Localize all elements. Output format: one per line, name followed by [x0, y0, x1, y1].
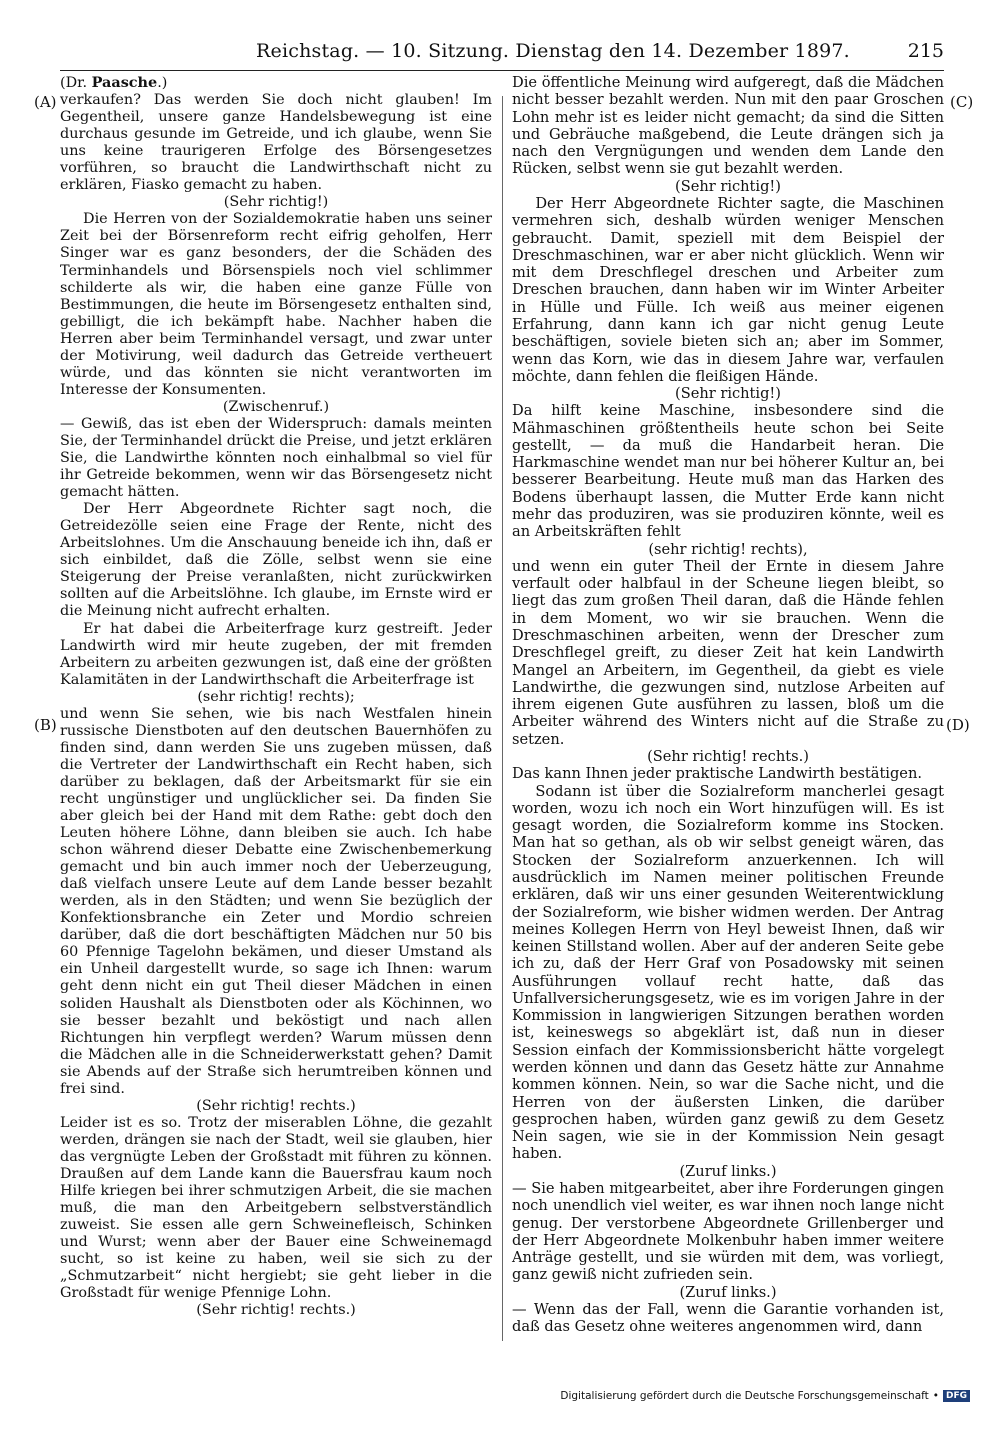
- interjection: (sehr richtig! rechts);: [197, 688, 355, 705]
- left-column: [60, 74, 492, 1349]
- running-title: Reichstag. — 10. Sitzung. Dienstag den 14. Dezember 1897.: [256, 40, 850, 62]
- paragraph: Er hat dabei die Arbeiterfrage kurz gestreift. Jeder Landwirth wird mir heute zugeben, der mit fremden Arbeitern zu arbeiten gezwungen ist, daß eine der größten Kalamitäten in der Landwirthschaft die Arbeiterfrage ist: [60, 620, 492, 688]
- interjection: (Sehr richtig!): [223, 194, 329, 211]
- paragraph: Die öffentliche Meinung wird aufgeregt, daß die Mädchen nicht besser bezahlt werden. Nun mit den paar Groschen Lohn mehr ist es leider nicht gemacht; da sind die Sitten und Gebräuche maßgebend, die Leute drängen sich ja nach den Vergnügungen und wenden dem Lande den Rücken, selbst wenn sie gut bezahlt werden.: [512, 74, 944, 178]
- paragraph: Leider ist es so. Trotz der miserablen Löhne, die gezahlt werden, drängen sie nach der Stadt, weil sie glauben, hier das vergnügte Leben der Großstadt mit führen zu können. Draußen auf dem Lande kann die Bauersfrau kaum noch Hilfe kriegen bei ihrer schmutzigen Arbeit, die sie machen muß, die man den Arbeitgebern selbstverständlich zuweist. Sie essen alle gern Schweinefleisch, Schinken und Wurst; wenn aber der Bauer eine Schweinemagd sucht, so ist keine zu haben, weil sie sich zu der „Schmutzarbeit“ nicht hergiebt; sie geht lieber in die Großstadt für wenige Pfennige Lohn.: [60, 1114, 492, 1302]
- footer-text: Digitalisierung gefördert durch die Deutsche Forschungsgemeinschaft: [560, 1390, 929, 1402]
- paragraph: Da hilft keine Maschine, insbesondere sind die Mähmaschinen größtentheils heute schon bei Seite gestellt, — da muß die Handarbeit heran. Die Harkmaschine wendet man nur bei höherer Kultur an, bei besserer Bearbeitung. Heute muß man das Harken des Bodens überhaupt lassen, die Mutter Erde kann nicht mehr das produziren, was sie produziren könnte, weil es an Arbeitskräften fehlt: [512, 402, 944, 541]
- paragraph: Das kann Ihnen jeder praktische Landwirth bestätigen.: [512, 765, 922, 783]
- interjection: (Zuruf links.): [679, 1283, 777, 1301]
- speaker-label: (Dr. Paasche.): [60, 74, 168, 91]
- paragraph: Die Herren von der Sozialdemokratie haben uns seiner Zeit bei der Börsenreform recht eifrig geholfen, Herr Singer war es ganz besonders, der die Schäden des Terminhandels und Börsenspiels noch viel schlimmer schilderte als wir, die haben eine ganze Fülle von Bestimmungen, die heute im Börsengesetz enthalten sind, gebilligt, die ich bekämpft habe. Nachher haben die Herren aber beim Terminhandel versagt, und zwar unter der Motivirung, weil dadurch das Getreide vertheuert würde, und das könnten sie nicht verantworten im Interesse der Konsumenten.: [60, 211, 492, 398]
- interjection: (Zwischenruf.): [222, 398, 330, 415]
- interjection: (Sehr richtig! rechts.): [196, 1302, 356, 1319]
- margin-marker-a: (A): [34, 93, 57, 111]
- margin-marker-d: (D): [946, 716, 970, 734]
- interjection: (sehr richtig! rechts),: [648, 540, 808, 558]
- paragraph: Der Herr Abgeordnete Richter sagt noch, die Getreidezölle seien eine Frage der Rente, nicht des Arbeitslohnes. Um die Anschauung beneide ich ihn, daß er sich einbildet, daß die Zölle, selbst wenn sie eine Steigerung der Preise veranlaßten, nicht zurückwirken sollten auf die Arbeitslöhne. Ich glaube, im Ernste wird er die Meinung nicht aufrecht erhalten.: [60, 501, 492, 620]
- paragraph: verkaufen? Das werden Sie doch nicht glauben! Im Gegentheil, unsere ganze Handelsbewegung ist eine durchaus gesunde im Getreide, und ich glaube, wenn Sie uns keine traurigeren Erfolge des Börsengesetzes vorführen, so braucht die Landwirthschaft nicht zu erklären, Fiasko gemacht zu haben.: [60, 92, 492, 194]
- interjection: (Sehr richtig!): [675, 177, 781, 195]
- paragraph: und wenn ein guter Theil der Ernte in diesem Jahre verfault oder halbfaul in der Scheune liegen bleibt, so liegt das zum großen Theil daran, daß die Hände fehlen in dem Moment, wo wir sie brauchen. Wenn die Dreschmaschinen arbeiten, wenn der Drescher zum Dreschflegel greift, zu dieser Zeit hat kein Landwirth Mangel an Arbeitern, im Gegentheil, da giebt es viele Landwirthe, die gezwungen sind, nutzlose Arbeiten auf ihrem eigenen Gute ausführen zu lassen, bloß um die Arbeiter während des Winters nicht auf die Straße zu setzen.: [512, 557, 944, 748]
- interjection: (Sehr richtig!): [675, 385, 781, 403]
- page-number: 215: [907, 40, 944, 62]
- column-divider: [502, 96, 503, 1341]
- dfg-logo: DFG: [943, 1390, 970, 1402]
- footer-bullet: •: [932, 1390, 939, 1402]
- interjection: (Zuruf links.): [679, 1162, 777, 1180]
- interjection: (Sehr richtig! rechts.): [647, 747, 809, 765]
- paragraph: — Sie haben mitgearbeitet, aber ihre Forderungen gingen noch unendlich viel weiter, es war ihnen noch lange nicht genug. Der verstorbene Abgeordnete Grillenberger und der Herr Abgeordnete Molkenbuhr haben immer weitere Anträge gestellt, und sie würden mit dem, was vorliegt, ganz gewiß nicht zufrieden sein.: [512, 1180, 944, 1284]
- header-rule: [60, 70, 944, 71]
- margin-marker-c: (C): [950, 93, 974, 111]
- page-header: [60, 40, 944, 68]
- paragraph: — Wenn das der Fall, wenn die Garantie vorhanden ist, daß das Gesetz ohne weiteres angenommen wird, dann: [512, 1300, 944, 1336]
- paragraph: Sodann ist über die Sozialreform mancherlei gesagt worden, wozu ich noch ein Wort hinzufügen will. Es ist gesagt worden, die Sozialreform komme ins Stocken. Man hat so gethan, als ob wir selbst geneigt wären, das Stocken der Sozialreform anzuerkennen. Ich will ausdrücklich im Namen meiner politischen Freunde erklären, daß wir uns einer gesunden Weiterentwicklung der Sozialreform, wie bisher widmen werden. Der Antrag meines Kollegen Herrn von Heyl beweist Ihnen, daß wir keinen Stillstand wollen. Aber auf der anderen Seite gebe ich zu, daß der Herr Graf von Posadowsky mit seinen Ausführungen vollauf recht hatte, daß das Unfallversicherungsgesetz, wie es im vorigen Jahre in der Kommission in langwierigen Sitzungen berathen worden ist, keineswegs so abgeklärt ist, daß nun in dieser Session einfach der Kommissionsbericht hätte vorgelegt werden können und dann das Gesetz hätte zur Annahme kommen können. Nein, so war die Sache nicht, und die Herren von der äußersten Linken, die darüber gesprochen haben, würden ganz gewiß zu dem Gesetz Nein sagen, wie sie in der Kommission Nein gesagt haben.: [512, 782, 944, 1163]
- paragraph: Der Herr Abgeordnete Richter sagte, die Maschinen vermehren sich, deshalb würden weniger Menschen gebraucht. Damit, speziell mit dem Beispiel der Dreschmaschinen, war er aber nicht glücklich. Wenn wir mit dem Dreschflegel dreschen und Arbeiter zum Dreschen brauchen, dann haben wir im Winter Arbeiter in Hülle und Fülle. Ich weiß aus meiner eigenen Erfahrung, dann kann ich gar nicht genug Leute beschäftigen, soviele bieten sich an; aber im Sommer, wenn das Korn, wie das in diesem Jahre war, verfaulen möchte, dann fehlen die fleißigen Hände.: [512, 194, 944, 385]
- interjection: (Sehr richtig! rechts.): [196, 1097, 356, 1114]
- margin-marker-b: (B): [34, 716, 57, 734]
- paragraph: und wenn Sie sehen, wie bis nach Westfalen hinein russische Dienstboten auf den deutschen Bauernhöfen zu finden sind, dann werden Sie uns zugeben müssen, daß die Vertreter der Landwirthschaft ein Recht haben, sich darüber zu beklagen, daß der Arbeitsmarkt für sie ein recht ungünstiger und unglücklicher sei. Da finden Sie aber gleich bei der Hand mit dem Rathe: gebt doch den Leuten höhere Löhne, dann bleiben sie auch. Ich habe schon während dieser Debatte eine Zwischenbemerkung gemacht und bin auch immer noch der Ueberzeugung, daß vielfach unsere Leute auf dem Lande besser bezahlt werden, als in den Städten; und wenn Sie bezüglich der Konfektionsbranche ein Zeter und Mordio schreien darüber, daß die dort beschäftigten Mädchen nur 50 bis 60 Pfennige Tagelohn bekämen, und dieser Umstand als ein Unheil dargestellt wurde, so sage ich Ihnen: warum geht denn nicht ein gut Theil dieser Mädchen in einen soliden Haushalt als Dienstboten oder als Köchinnen, wo sie besser bezahlt und beköstigt und nach allen Richtungen hin verpflegt werden? Warum müssen denn die Mädchen alle in die Schneiderwerkstatt gehen? Damit sie Abends auf der Straße sich herumtreiben können und frei sind.: [60, 705, 492, 1097]
- right-column: [512, 74, 944, 1349]
- digitization-footer: [560, 1390, 970, 1402]
- paragraph: — Gewiß, das ist eben der Widerspruch: damals meinten Sie, der Terminhandel drückt die Preise, und jetzt erklären Sie, die Landwirthe könnten noch einhalbmal so viel für ihr Getreide bekommen, wenn wir das Börsengesetz nicht gemacht hätten.: [60, 415, 492, 501]
